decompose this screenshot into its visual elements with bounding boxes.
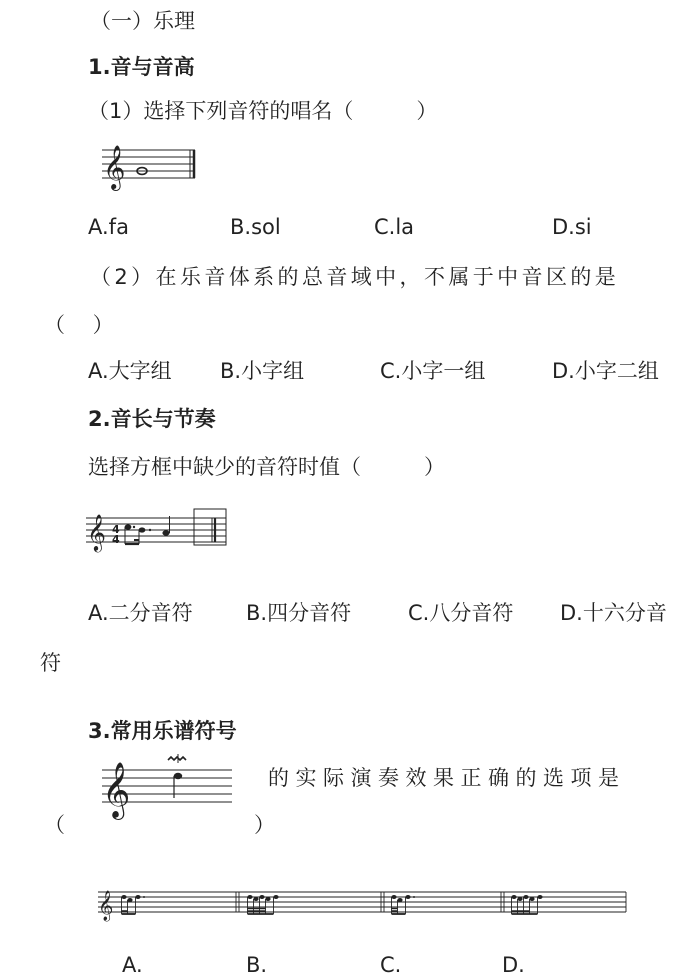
svg-text:𝄞: 𝄞 — [98, 891, 114, 921]
q4-option-d[interactable]: D. — [502, 953, 525, 977]
q2-option-a[interactable]: A.大字组 — [88, 359, 172, 383]
q1-option-c[interactable]: C.la — [374, 215, 415, 239]
section-title: （一）乐理 — [90, 9, 195, 33]
q4-prompt-line2: （ ） — [44, 813, 275, 837]
option-b-notation — [247, 895, 278, 914]
q1-option-d[interactable]: D.si — [552, 215, 592, 239]
q3-option-c[interactable]: C.八分音符 — [408, 601, 514, 625]
heading-pitch: 1.音与音高 — [88, 55, 195, 79]
q2-option-b[interactable]: B.小字组 — [220, 359, 305, 383]
q2-option-d[interactable]: D.小字二组 — [552, 359, 659, 383]
q1-option-a[interactable]: A.fa — [88, 215, 129, 239]
q4-prompt-line1: 的实际演奏效果正确的选项是 — [268, 766, 626, 790]
q1-staff — [100, 140, 200, 190]
option-a-notation — [121, 895, 145, 914]
q4-option-a[interactable]: A. — [122, 953, 143, 977]
q3-option-b[interactable]: B.四分音符 — [246, 601, 352, 625]
q4-options-staff — [96, 884, 636, 924]
q2-option-c[interactable]: C.小字一组 — [380, 359, 486, 383]
heading-notation: 3.常用乐谱符号 — [88, 719, 237, 743]
treble-clef-icon — [98, 890, 113, 922]
q4-staff — [100, 754, 240, 818]
q3-option-d-wrap: 符 — [40, 651, 61, 675]
q3-prompt: 选择方框中缺少的音符时值（ ） — [88, 455, 445, 479]
treble-clef-icon — [103, 145, 125, 191]
q3-staff — [84, 506, 234, 550]
q2-prompt-line2: （ ） — [44, 313, 114, 337]
q1-prompt: （1）选择下列音符的唱名（ ） — [88, 99, 438, 123]
q1-option-b[interactable]: B.sol — [230, 215, 281, 239]
time-signature: 4 — [112, 523, 120, 536]
q3-option-d[interactable]: D.十六分音 — [560, 601, 667, 625]
svg-text:𝄞: 𝄞 — [87, 513, 106, 551]
q4-option-b[interactable]: B. — [246, 953, 268, 977]
missing-note-box — [194, 509, 226, 545]
option-d-notation — [511, 895, 542, 914]
q2-prompt-line1: （2）在乐音体系的总音域中，不属于中音区的是 — [90, 265, 620, 289]
mordent-icon — [168, 757, 186, 760]
svg-text:4: 4 — [112, 533, 120, 546]
q4-option-c[interactable]: C. — [380, 953, 402, 977]
treble-clef-icon — [87, 513, 106, 552]
option-c-notation — [391, 895, 415, 914]
svg-text:𝄞: 𝄞 — [103, 145, 126, 189]
q3-option-a[interactable]: A.二分音符 — [88, 601, 193, 625]
svg-text:𝄞: 𝄞 — [102, 762, 131, 818]
heading-rhythm: 2.音长与节奏 — [88, 407, 216, 431]
